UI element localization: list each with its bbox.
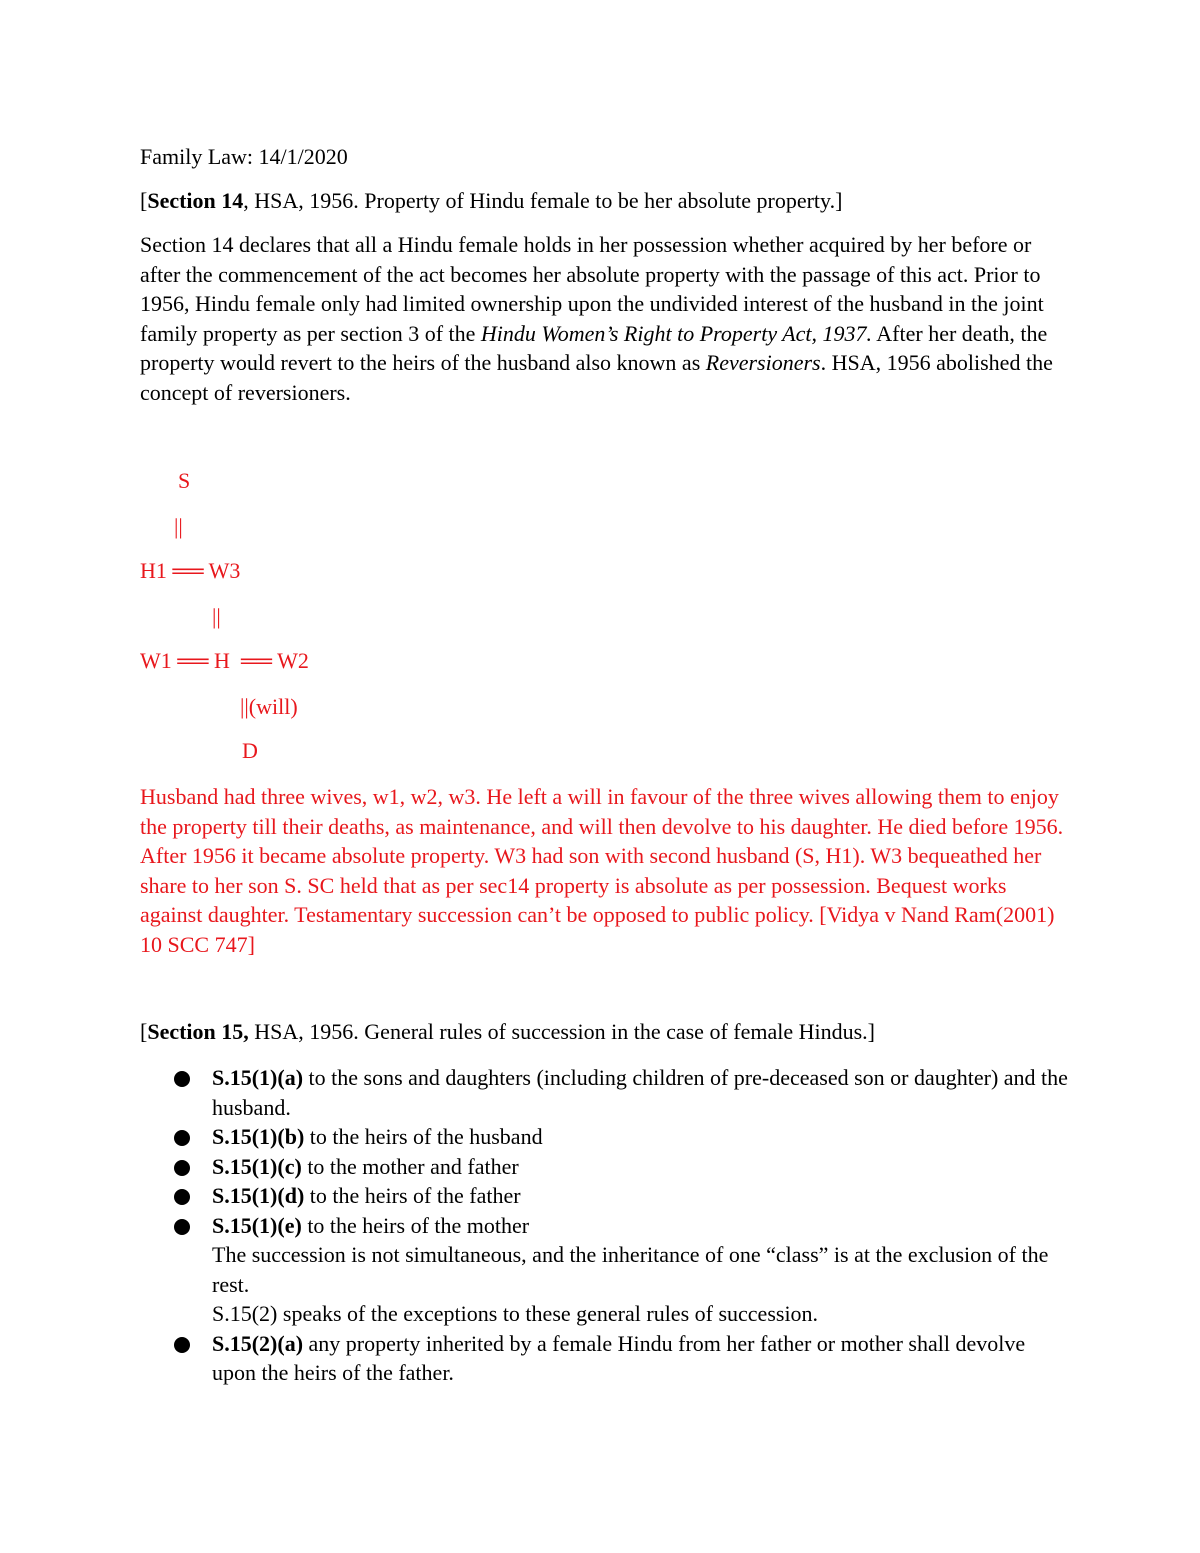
section-15-rules-list <box>140 1063 1070 1388</box>
rule-text: to the heirs of the father <box>304 1183 521 1208</box>
rule-label: S.15(1)(c) <box>212 1153 302 1179</box>
exceptions-note: S.15(2) speaks of the exceptions to these general rules of succession. <box>212 1301 819 1326</box>
section-14-para-part2: After her death, the property would revert to the heirs of the husband also known as <box>140 320 1048 375</box>
tree-connector-1: || <box>174 514 183 539</box>
bullet-icon <box>174 1189 190 1205</box>
list-item <box>140 1063 1070 1122</box>
section-14-heading-bold: Section 14 <box>147 188 244 213</box>
rule-label: S.15(1)(b) <box>212 1124 305 1149</box>
list-item <box>140 1211 1070 1241</box>
tree-connector-will: ||(will) <box>240 694 298 719</box>
section-14-open-bracket: [ <box>140 188 148 213</box>
document-title <box>140 142 1070 172</box>
rule-label: S.15(1)(a) <box>212 1065 304 1090</box>
section-14-para-act-name: Hindu Women’s Right to Property Act, 1937. <box>480 320 872 346</box>
succession-note: The succession is not simultaneous, and the inheritance of one “class” is at the exclusion of the rest. <box>212 1242 1049 1297</box>
list-item <box>140 1181 1070 1211</box>
rule-text: to the heirs of the mother <box>301 1212 530 1238</box>
list-item <box>140 1122 1070 1152</box>
section-15-heading-bold: Section 15, <box>147 1019 249 1044</box>
section-14-heading-rest: , HSA, 1956. Property of Hindu female to be her absolute property.] <box>243 188 843 213</box>
section-14-heading <box>140 186 1070 216</box>
rule-label: S.15(2)(a) <box>212 1330 304 1356</box>
rule-text: to the sons and daughters (including children of pre-deceased son or daughter) and the husband. <box>212 1065 1068 1120</box>
list-item <box>140 1152 1070 1182</box>
list-item <box>140 1329 1070 1388</box>
case-note-text: Husband had three wives, w1, w2, w3. He left a will in favour of the three wives allowing them to enjoy the property till their deaths, as maintenance, and will then devolve to his daughter. He died before 1956. After 1956 it became absolute property. W3 had son with second husband (S, H1). W3 bequeathed her share to her son S. SC held that as per sec14 property is absolute as per possession. Bequest works against daughter. Testamentary succession can’t be opposed to public policy. [Vidya v Nand Ram(2001) 10 SCC 747] <box>140 784 1064 957</box>
tree-row-w1-h-w2: W1 ══ H ══ W2 <box>140 648 309 673</box>
rule-text: to the mother and father <box>301 1153 519 1179</box>
section-15-heading <box>140 1017 1070 1047</box>
tree-node-s: S <box>178 468 191 493</box>
rule-text: any property inherited by a female Hindu from her father or mother shall devolve upon the heirs of the father. <box>212 1330 1026 1385</box>
section-14-paragraph <box>140 230 1070 407</box>
bullet-icon <box>174 1071 190 1087</box>
bullet-icon <box>174 1130 190 1146</box>
tree-node-d: D <box>242 738 258 763</box>
rule-text: to the heirs of the husband <box>304 1124 543 1149</box>
rule-label: S.15(1)(d) <box>212 1183 305 1208</box>
tree-row-h1-w3: H1 ══ W3 <box>140 558 241 583</box>
bullet-icon <box>174 1219 190 1235</box>
section-15-open-bracket: [ <box>140 1019 148 1044</box>
tree-connector-2: || <box>212 604 221 629</box>
bullet-icon <box>174 1337 190 1353</box>
bullet-icon <box>174 1160 190 1176</box>
section-14-para-reversioners: Reversioners <box>705 350 821 375</box>
section-15-heading-rest: HSA, 1956. General rules of succession in the case of female Hindus.] <box>248 1019 875 1044</box>
section-14-para-part3: . HSA, 1956 abolished the concept of reversioners. <box>140 350 1053 405</box>
case-note <box>140 782 1070 959</box>
title-text: Family Law: 14/1/2020 <box>140 144 348 169</box>
section-14-para-part1: Section 14 declares that all a Hindu female holds in her possession whether acquired by her before or after the commencement of the act becomes her absolute property with the passage of this act. Prior to 1956, Hindu female only had limited ownership upon the undivided interest of the husband in the joint family property as per section 3 of the <box>140 232 1044 346</box>
rule-label: S.15(1)(e) <box>212 1212 302 1238</box>
